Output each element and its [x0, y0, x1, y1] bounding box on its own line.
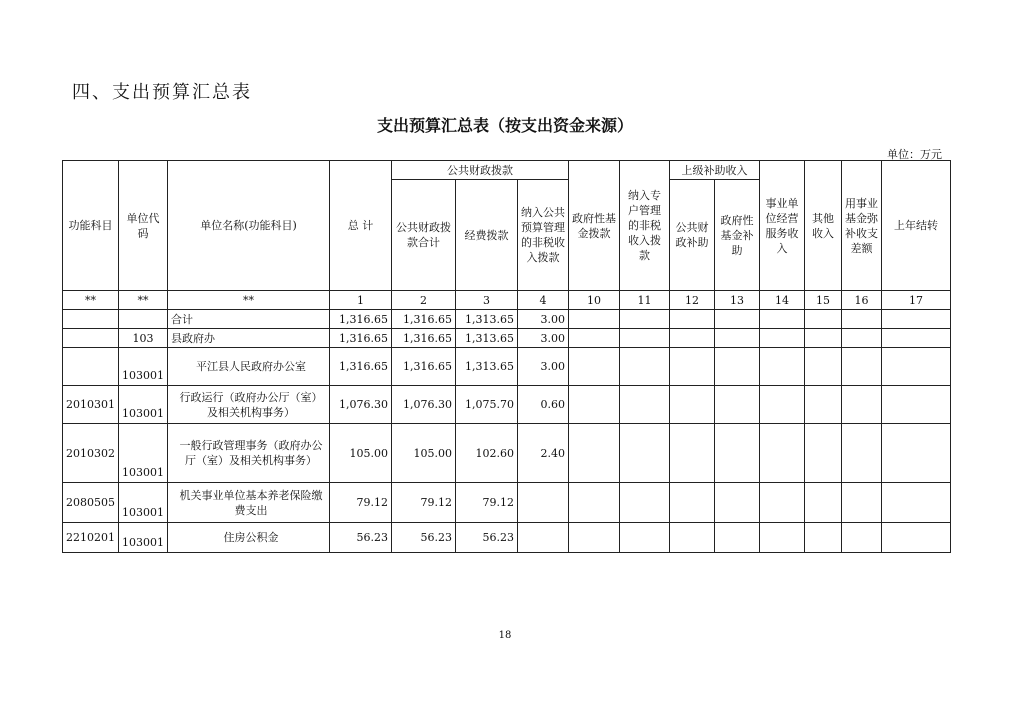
total-cell: 56.23: [330, 523, 392, 553]
index-cell: 17: [882, 291, 951, 310]
table-row: [63, 386, 951, 424]
index-cell: **: [168, 291, 330, 310]
index-cell: 3: [456, 291, 518, 310]
func-code-cell: 2080505: [63, 483, 119, 523]
unit-code-cell: 103: [119, 329, 168, 348]
index-cell: 2: [392, 291, 456, 310]
funding-cell: 102.60: [456, 424, 518, 483]
header-carryover: 上年结转: [882, 161, 951, 291]
func-code-cell: [63, 310, 119, 329]
pf-total-cell: 1,316.65: [392, 348, 456, 386]
page-number: 18: [498, 630, 512, 641]
funding-cell: 56.23: [456, 523, 518, 553]
funding-cell: 1,075.70: [456, 386, 518, 424]
func-code-cell: 2210201: [63, 523, 119, 553]
unit-code-cell: 103001: [119, 483, 168, 523]
header-public-finance-group: 公共财政拨款: [392, 161, 569, 180]
unit-code-cell: [119, 310, 168, 329]
header-nontax-in-budget: 纳入公共预算管理的非税收入拨款: [518, 180, 569, 291]
header-func-code: 功能科目: [63, 161, 119, 291]
index-cell: 16: [842, 291, 882, 310]
unit-code-cell: 103001: [119, 523, 168, 553]
func-code-cell: [63, 348, 119, 386]
index-cell: 12: [670, 291, 715, 310]
total-cell: 1,316.65: [330, 348, 392, 386]
pf-total-cell: 1,316.65: [392, 329, 456, 348]
index-cell: **: [63, 291, 119, 310]
funding-cell: 79.12: [456, 483, 518, 523]
index-cell: **: [119, 291, 168, 310]
header-gov-fund: 政府性基金拨款: [569, 161, 620, 291]
table-row: [63, 310, 951, 329]
total-cell: 105.00: [330, 424, 392, 483]
unit-name-cell: 一般行政管理事务（政府办公厅（室）及相关机构事务）: [168, 424, 330, 483]
header-special-nontax: 纳入专户管理的非税收入拨款: [620, 161, 670, 291]
header-gov-fund-subsidy: 政府性基金补助: [715, 180, 760, 291]
index-cell: 13: [715, 291, 760, 310]
table-row: [63, 523, 951, 553]
func-code-cell: 2010301: [63, 386, 119, 424]
funding-cell: 1,313.65: [456, 348, 518, 386]
header-unit-code: 单位代码: [119, 161, 168, 291]
budget-table: [62, 160, 951, 553]
table-row: [63, 329, 951, 348]
unit-name-cell: 合计: [168, 310, 330, 329]
pf-total-cell: 1,316.65: [392, 310, 456, 329]
unit-label: 单位：万元: [887, 148, 942, 161]
unit-name-cell: 住房公积金: [168, 523, 330, 553]
pf-total-cell: 105.00: [392, 424, 456, 483]
total-cell: 1,316.65: [330, 310, 392, 329]
header-public-finance-total: 公共财政拨款合计: [392, 180, 456, 291]
total-cell: 1,316.65: [330, 329, 392, 348]
nontax-cell: [518, 483, 569, 523]
pf-total-cell: 56.23: [392, 523, 456, 553]
header-funding: 经费拨款: [456, 180, 518, 291]
unit-code-cell: 103001: [119, 348, 168, 386]
pf-total-cell: 79.12: [392, 483, 456, 523]
funding-cell: 1,313.65: [456, 329, 518, 348]
func-code-cell: [63, 329, 119, 348]
func-code-cell: 2010302: [63, 424, 119, 483]
unit-name-cell: 行政运行（政府办公厅（室）及相关机构事务）: [168, 386, 330, 424]
index-cell: 11: [620, 291, 670, 310]
unit-name-cell: 县政府办: [168, 329, 330, 348]
index-row: [63, 291, 951, 310]
index-cell: 14: [760, 291, 805, 310]
total-cell: 79.12: [330, 483, 392, 523]
nontax-cell: 2.40: [518, 424, 569, 483]
unit-name-cell: 机关事业单位基本养老保险缴费支出: [168, 483, 330, 523]
header-superior-group: 上级补助收入: [670, 161, 760, 180]
index-cell: 15: [805, 291, 842, 310]
table-row: [63, 424, 951, 483]
index-cell: 4: [518, 291, 569, 310]
index-cell: 1: [330, 291, 392, 310]
nontax-cell: 3.00: [518, 348, 569, 386]
table-row: [63, 483, 951, 523]
funding-cell: 1,313.65: [456, 310, 518, 329]
nontax-cell: 3.00: [518, 310, 569, 329]
header-public-subsidy: 公共财政补助: [670, 180, 715, 291]
nontax-cell: 0.60: [518, 386, 569, 424]
header-business-income: 事业单位经营服务收入: [760, 161, 805, 291]
header-unit-name: 单位名称(功能科目): [168, 161, 330, 291]
index-cell: 10: [569, 291, 620, 310]
unit-name-cell: 平江县人民政府办公室: [168, 348, 330, 386]
header-fund-makeup: 用事业基金弥补收支差额: [842, 161, 882, 291]
unit-code-cell: 103001: [119, 424, 168, 483]
nontax-cell: 3.00: [518, 329, 569, 348]
table-title: 支出预算汇总表（按支出资金来源）: [376, 116, 633, 135]
header-total: 总 计: [330, 161, 392, 291]
table-row: [63, 348, 951, 386]
pf-total-cell: 1,076.30: [392, 386, 456, 424]
header-other-income: 其他收入: [805, 161, 842, 291]
unit-code-cell: 103001: [119, 386, 168, 424]
nontax-cell: [518, 523, 569, 553]
section-title: 四、支出预算汇总表: [72, 82, 252, 103]
total-cell: 1,076.30: [330, 386, 392, 424]
